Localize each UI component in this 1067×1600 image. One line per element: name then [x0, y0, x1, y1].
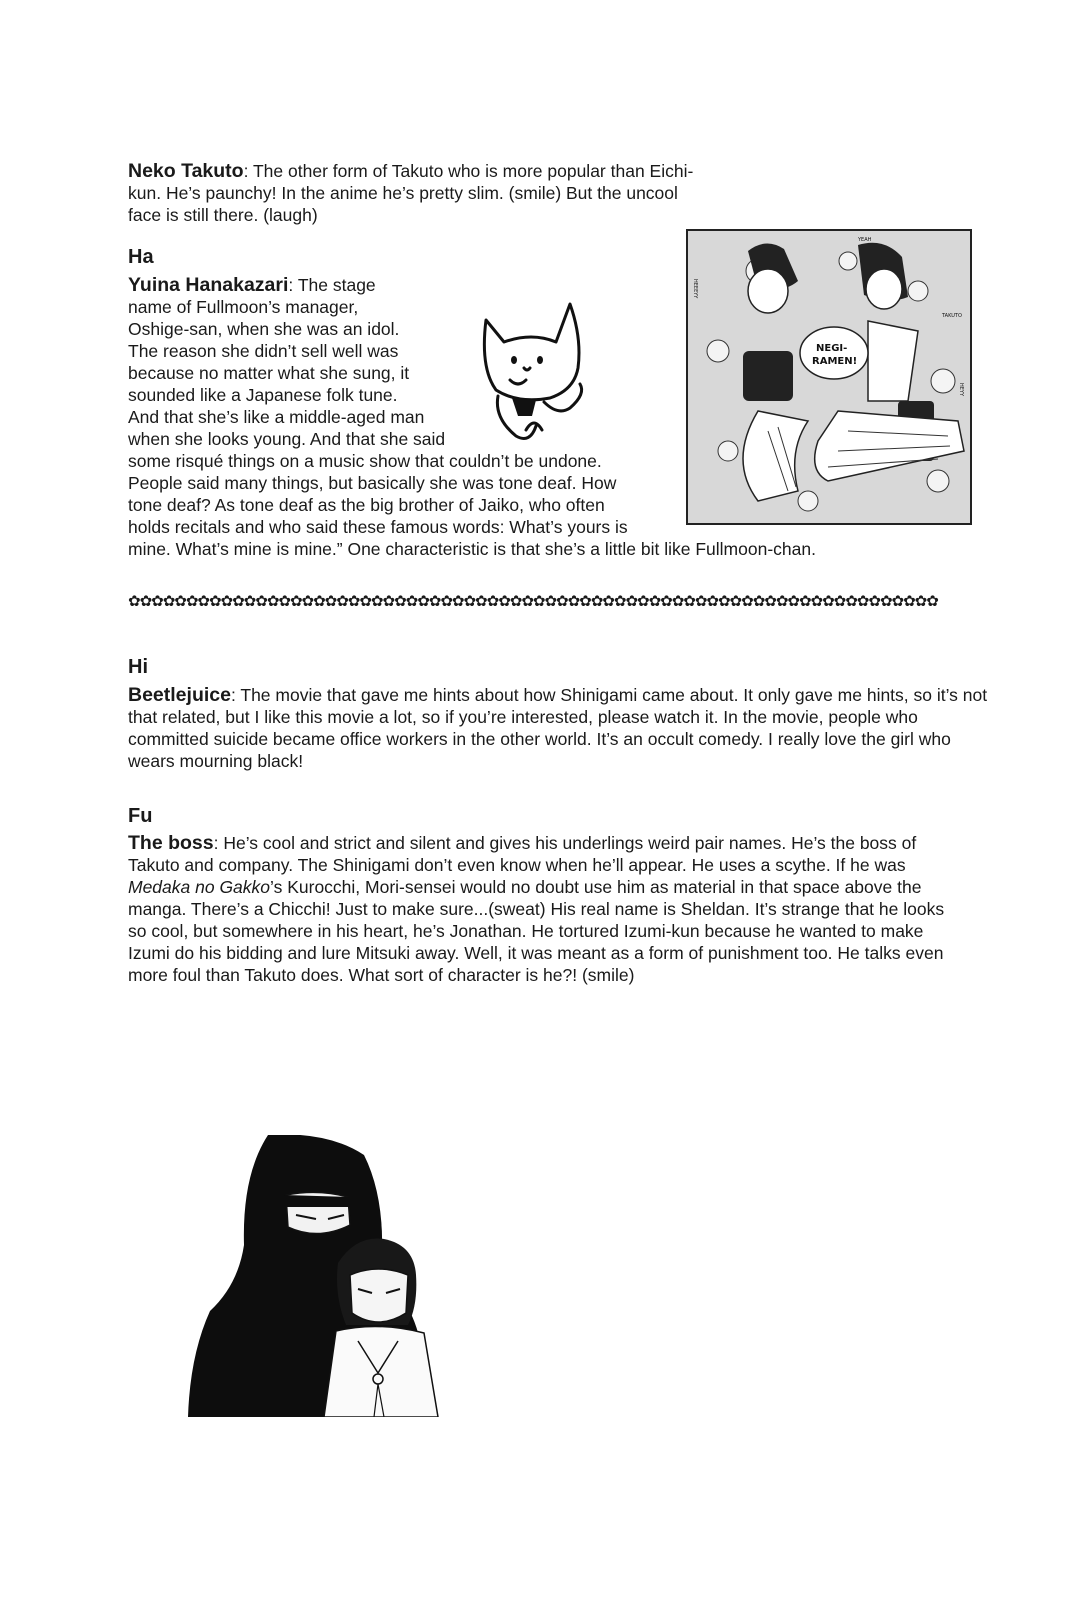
yuina-line: some risqué things on a music show that couldn’t be undone.	[128, 451, 602, 471]
sfx-left: HEEEYY	[692, 279, 698, 299]
entry-the-boss	[128, 832, 958, 986]
sfx-mid: YEAH	[858, 237, 872, 243]
sfx-right-1: TAKUTO	[942, 313, 962, 319]
yuina-line: because no matter what she sung, it	[128, 363, 410, 383]
beetlejuice-description: : The movie that gave me hints about how Shinigami came about. It only gave me hints, so it’s not that related, but I like this movie a lot, so if you’re interested, please watch it. In the movie, people who committed suicide became office workers in the other world. It’s an occult comedy. I really love the girl who wears mourning black!	[128, 685, 988, 771]
term-the-boss: The boss	[128, 832, 214, 854]
section-heading-fu: Fu	[128, 805, 153, 827]
neko-takuto-description: : The other form of Takuto who is more popular than Eichi-kun. He’s paunchy! In the anime he’s pretty slim. (smile) But the uncool face is still there. (laugh)	[128, 161, 694, 225]
yuina-line: And that she’s like a middle-aged man	[128, 407, 425, 427]
term-yuina-hanakazari: Yuina Hanakazari	[128, 274, 289, 296]
yuina-line: The reason she didn’t sell well was	[128, 341, 399, 361]
yuina-line: tone deaf? As tone deaf as the big brother of Jaiko, who often	[128, 495, 605, 515]
neko-cat-illustration	[474, 298, 594, 448]
entry-neko-takuto	[128, 160, 708, 226]
yuina-line: Oshige-san, when she was an idol.	[128, 319, 400, 339]
boss-and-izumi-illustration	[188, 1135, 444, 1417]
yuina-line: when she looks young. And that she said	[128, 429, 446, 449]
yuina-line: sounded like a Japanese folk tune.	[128, 385, 398, 405]
sfx-right-2: HEYY	[958, 383, 964, 397]
boss-description-part2: ’s Kurocchi, Mori-sensei would no doubt use him as material in that space above the manga. There’s a Chicchi! Just to make sure...(sweat) His real name is Sheldan. It’s strange that he looks so cool, but somewhere in his heart, he’s Jonathan. He tortured Izumi-kun because he wanted to make Izumi do his bidding and lure Mitsuki away. Well, it was meant as a form of punishment too. He talks even more foul than Takuto does. What sort of character is he?! (smile)	[128, 877, 945, 985]
term-neko-takuto: Neko Takuto	[128, 160, 244, 182]
yuina-line: mine. What’s mine is mine.” One characteristic is that she’s a little bit like Fullmoon-chan.	[128, 539, 816, 559]
decorative-divider: ✿✿✿✿✿✿✿✿✿✿✿✿✿✿✿✿✿✿✿✿✿✿✿✿✿✿✿✿✿✿✿✿✿✿✿✿✿✿✿✿✿✿✿✿✿✿✿✿✿✿✿✿✿✿✿✿✿✿✿✿✿✿✿✿✿✿✿✿✿✿	[128, 592, 938, 610]
section-heading-ha: Ha	[128, 246, 154, 268]
section-heading-hi: Hi	[128, 656, 148, 678]
yuina-line: People said many things, but basically she was tone deaf. How	[128, 473, 617, 493]
entry-beetlejuice	[128, 684, 988, 772]
manga-panel-illustration	[686, 229, 972, 525]
boss-description-part1: : He’s cool and strict and silent and gives his underlings weird pair names. He’s the boss of Takuto and company. The Shinigami don’t even know when he’ll appear. He uses a scythe. If he was	[128, 833, 917, 875]
speech-bubble-line2: RAMEN!	[812, 356, 858, 367]
yuina-line: holds recitals and who said these famous words: What’s yours is	[128, 517, 628, 537]
boss-italic-title: Medaka no Gakko	[128, 877, 271, 897]
manga-panel-drawing	[688, 231, 970, 523]
term-beetlejuice: Beetlejuice	[128, 684, 231, 706]
speech-bubble-line1: NEGI-	[816, 343, 848, 354]
yuina-line: name of Fullmoon’s manager,	[128, 297, 359, 317]
yuina-line: Yuina Hanakazari: The stage	[128, 274, 376, 296]
